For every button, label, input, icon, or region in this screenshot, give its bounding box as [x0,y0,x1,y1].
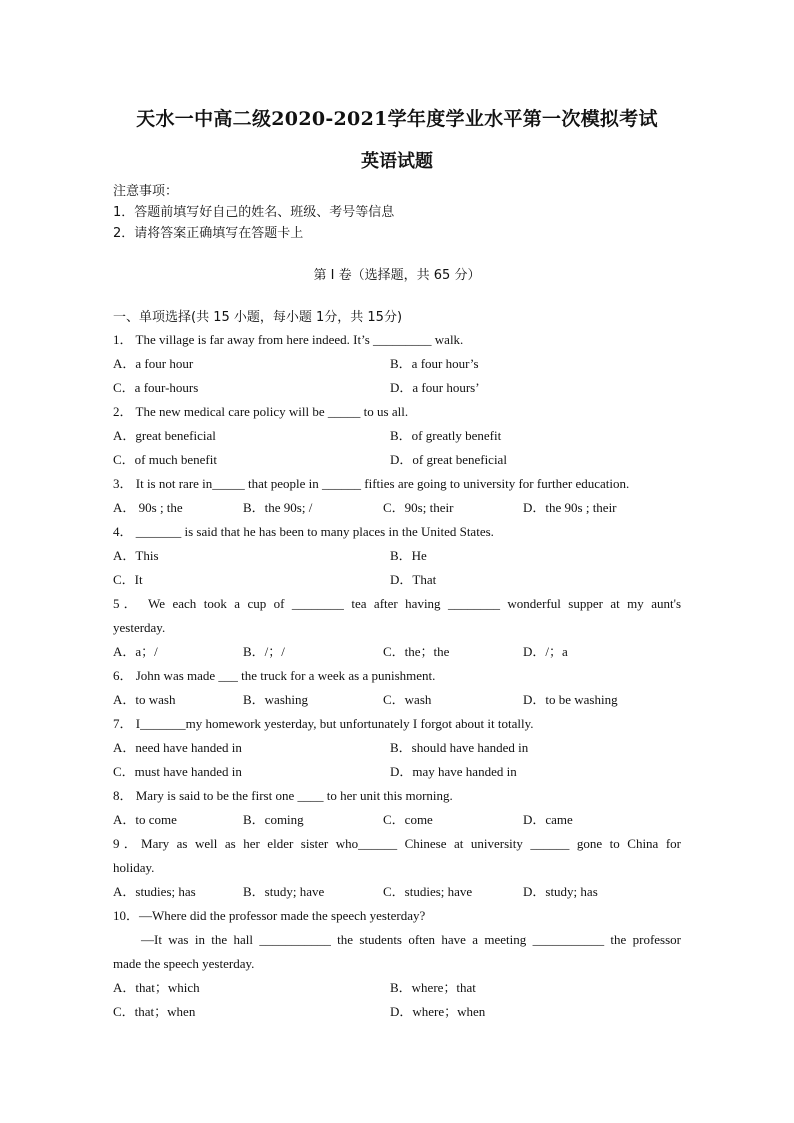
option: C．of much benefit [113,452,217,467]
notes-item: 2．请将答案正确填写在答题卡上 [113,226,304,241]
exam-title: 天水一中高二级2020-2021学年度学业水平第一次模拟考试 [136,108,658,130]
option: A．need have handed in [113,740,242,755]
notes-heading: 注意事项： [113,184,179,199]
question-stem: 5． We each took a cup of ________ tea after having ________ wonderful supper at my aunt's [113,596,681,611]
option: A．studies; has [113,884,196,899]
section-title: 第 I 卷（选择题，共 65 分） [313,268,481,283]
question [113,712,681,784]
question-stem: 9．Mary as well as her elder sister who______ Chinese at university ______ gone to China for [113,836,681,851]
option: B．a four hour’s [390,356,479,371]
option: C．come [383,812,433,827]
option-row [113,640,681,664]
option: B．washing [243,692,309,707]
option: A．to come [113,812,177,827]
option: A．a four hour [113,356,194,371]
option-row [113,688,681,712]
option-row [113,448,681,472]
option: B．of greatly benefit [390,428,502,443]
question-stem: 8． Mary is said to be the first one ____ to her unit this morning. [113,788,453,803]
option: C．wash [383,692,432,707]
option: C．the；the [383,644,450,659]
question-stem-continued: holiday. [113,860,155,875]
question-stem: 6． John was made ___ the truck for a week as a punishment. [113,668,436,683]
option: C．studies; have [383,884,473,899]
question [113,904,681,1024]
option: D．That [390,572,437,587]
option: A．that；which [113,980,200,995]
question-stem: 7． I_______my homework yesterday, but unfortunately I forgot about it totally. [113,716,534,731]
question [113,328,681,400]
option-row [113,736,681,760]
option: A．to wash [113,692,176,707]
question [113,784,681,832]
option-row [113,496,681,520]
question-stem: 10．—Where did the professor made the speech yesterday? [113,908,426,923]
option: D．to be washing [523,692,618,707]
option: B．should have handed in [390,740,529,755]
option: D．a four hours’ [390,380,480,395]
option-row [113,880,681,904]
option: D．/；a [523,644,568,659]
option: C．that；when [113,1004,196,1019]
option: B．where；that [390,980,476,995]
question-stem-continued: —It was in the hall ___________ the students often have a meeting ___________ the professor [141,932,681,947]
option: C．90s; their [383,500,454,515]
question-stem-continued: made the speech yesterday. [113,956,255,971]
option-row [113,760,681,784]
option: D．came [523,812,573,827]
option-row [113,568,681,592]
option: A．great beneficial [113,428,216,443]
option: C．It [113,572,143,587]
option: D．may have handed in [390,764,517,779]
option-row [113,808,681,832]
question-stem: 1． The village is far away from here indeed. It’s _________ walk. [113,332,464,347]
option-row [113,1000,681,1024]
question [113,832,681,904]
question [113,472,681,520]
question-stem: 4． _______ is said that he has been to many places in the United States. [113,524,494,539]
part-title: 一、单项选择(共 15 小题，每小题 1分，共 15分) [113,310,403,325]
option: C．a four-hours [113,380,199,395]
option-row [113,352,681,376]
option: D．of great beneficial [390,452,507,467]
exam-subtitle: 英语试题 [361,151,433,172]
option: B．study; have [243,884,325,899]
option-row [113,976,681,1000]
option: D．study; has [523,884,598,899]
question-stem: 3． It is not rare in_____ that people in ______ fifties are going to university for further education. [113,476,630,491]
notes-item: 1．答题前填写好自己的姓名、班级、考号等信息 [113,205,395,220]
option: A．a；/ [113,644,158,659]
question [113,664,681,712]
option: A．This [113,548,159,563]
question [113,520,681,592]
option: A． 90s ; the [113,500,183,515]
option-row [113,424,681,448]
option: B．coming [243,812,304,827]
option-row [113,544,681,568]
question [113,400,681,472]
option: B．/；/ [243,644,285,659]
option: B．the 90s; / [243,500,313,515]
option: D．where；when [390,1004,486,1019]
notes-block [113,181,394,244]
option: B．He [390,548,427,563]
question [113,592,681,664]
question-stem: 2． The new medical care policy will be _____ to us all. [113,404,409,419]
option: D．the 90s ; their [523,500,617,515]
question-stem-continued: yesterday. [113,620,166,635]
option: C．must have handed in [113,764,242,779]
question-list [113,328,681,1024]
option-row [113,376,681,400]
